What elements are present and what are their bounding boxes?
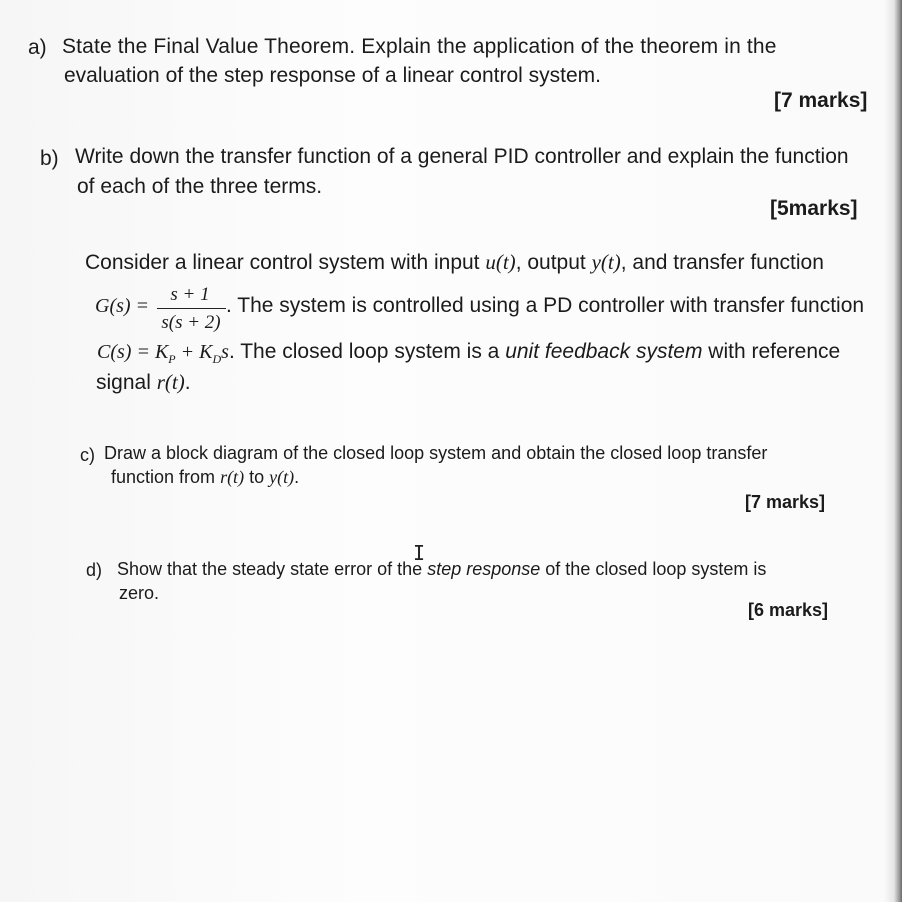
input-symbol: u(t) (485, 250, 516, 274)
output-symbol: y(t) (591, 250, 621, 274)
plant-tf-denominator: s(s + 2) (161, 312, 221, 333)
context-text: with reference (702, 340, 841, 363)
question-b-line-1: Write down the transfer function of a general PID controller and explain the function (75, 145, 849, 168)
context-text: . (184, 371, 191, 394)
context-text: , output (515, 251, 586, 274)
text-cursor-icon: I (413, 541, 426, 565)
question-a-line-2: evaluation of the step response of a linear control system. (64, 64, 601, 87)
question-c-text: function from (111, 467, 216, 487)
from-symbol: r(t) (220, 467, 245, 487)
plant-tf-numerator: s + 1 (170, 284, 210, 305)
controller-tf (97, 341, 229, 366)
question-a-marks: [7 marks] (774, 89, 868, 112)
controller-kd: + K (175, 341, 213, 363)
question-b-marks: [5marks] (770, 197, 858, 220)
controller-s: s (221, 341, 229, 363)
fraction-bar (157, 308, 226, 309)
question-c-label: c) (80, 445, 95, 465)
step-response-phrase: step response (427, 559, 541, 579)
plant-tf-lhs: G(s) = (95, 295, 150, 317)
context-line-2: . The system is controlled using a PD controller with transfer function (226, 294, 865, 317)
question-c-text: to (249, 467, 265, 487)
question-c-line-2 (111, 467, 299, 488)
question-d-line-2: zero. (119, 583, 160, 603)
context-text: signal (96, 371, 151, 394)
question-d-text: Show that the steady state error of the (117, 559, 423, 579)
context-text: . The closed loop system is a (228, 340, 506, 363)
unit-feedback-phrase: unit feedback system (505, 340, 703, 363)
question-b-line-2: of each of the three terms. (77, 175, 323, 198)
page-edge-shadow (884, 0, 902, 902)
reference-symbol: r(t) (156, 370, 185, 394)
kd-subscript: D (212, 352, 222, 366)
question-c-line-1: Draw a block diagram of the closed loop system and obtain the closed loop transfer (104, 443, 768, 463)
question-d-text: of the closed loop system is (545, 559, 767, 579)
context-line-3 (97, 340, 840, 367)
context-text: Consider a linear control system with input (85, 251, 480, 274)
controller-kp: C(s) = K (97, 341, 169, 363)
question-a-label: a) (28, 36, 47, 59)
context-line-1 (85, 250, 824, 275)
question-d-label: d) (86, 560, 103, 580)
question-c-text: . (294, 467, 300, 487)
question-b-label: b) (40, 147, 59, 170)
question-d-marks: [6 marks] (748, 600, 829, 620)
question-d-line-1 (117, 559, 766, 580)
context-line-4 (96, 370, 191, 395)
to-symbol: y(t) (269, 467, 295, 487)
context-text: , and transfer function (620, 251, 824, 274)
question-c-marks: [7 marks] (745, 492, 826, 512)
question-a-line-1: State the Final Value Theorem. Explain the application of the theorem in the (62, 35, 777, 58)
kp-subscript: P (168, 352, 176, 366)
